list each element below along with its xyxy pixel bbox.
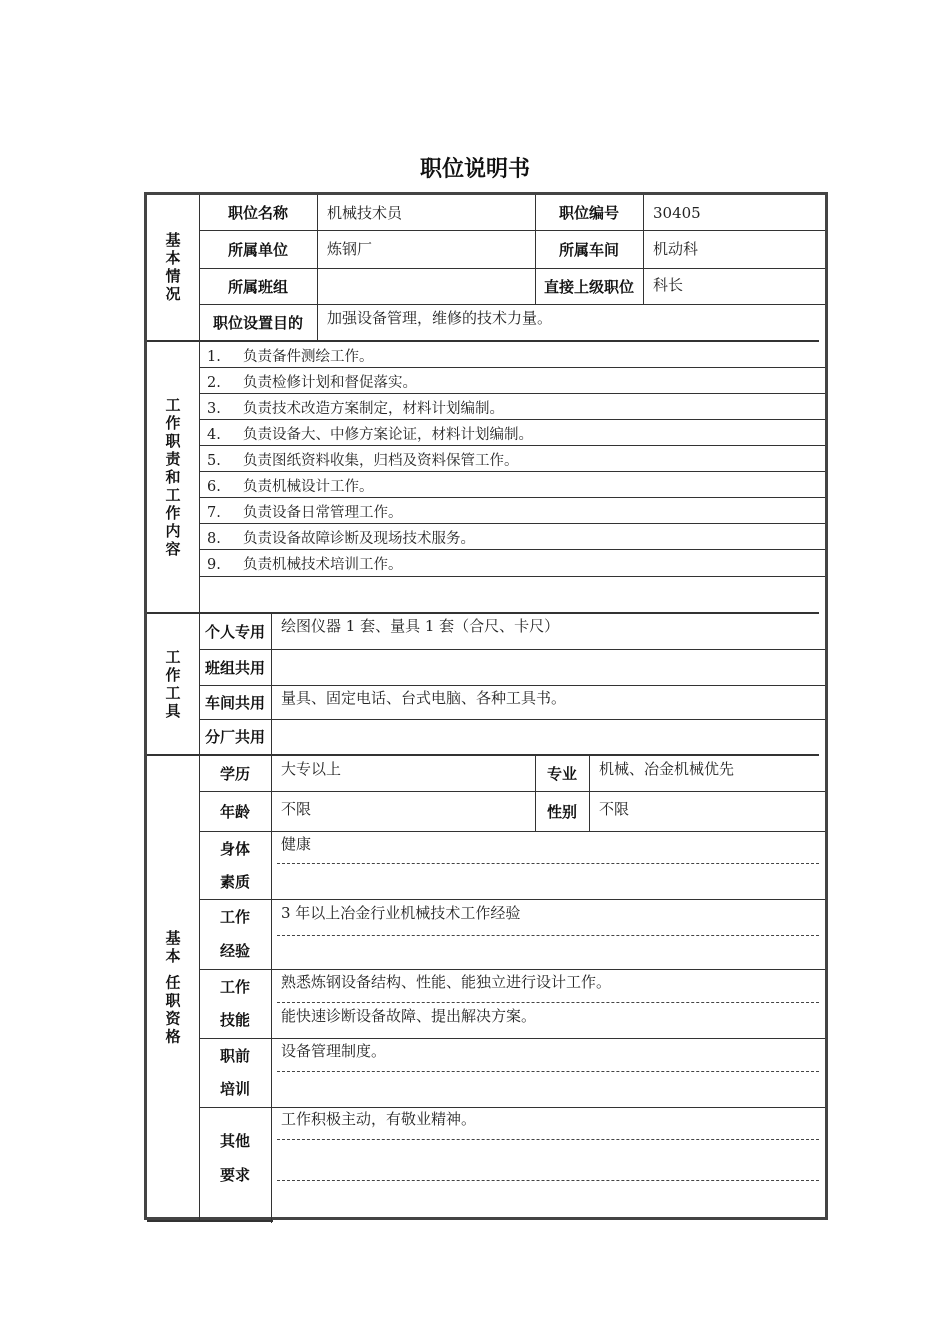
position-name-label: 职位名称	[227, 203, 288, 222]
training-label-1: 职前	[219, 1047, 250, 1065]
health-value: 健康	[281, 835, 312, 853]
skills-label-1: 工作	[219, 978, 250, 996]
superior-value: 科长	[653, 276, 684, 294]
other-value: 工作积极主动，有敬业精神。	[281, 1110, 477, 1128]
experience-label-2: 经验	[219, 942, 250, 960]
training-value: 设备管理制度。	[281, 1042, 387, 1060]
duty-item: 7. 负责设备日常管理工作。	[207, 505, 403, 521]
duty-item: 1. 负责备件测绘工作。	[207, 349, 374, 365]
document-title: 职位说明书	[419, 157, 530, 182]
experience-value: 3 年以上冶金行业机械技术工作经验	[281, 904, 521, 922]
section-qualifications-label: 基本 任职资格	[163, 929, 182, 1047]
education-label: 学历	[219, 764, 250, 783]
tools-workshop-label: 车间共用	[204, 693, 265, 712]
tools-personal-label: 个人专用	[204, 622, 265, 641]
gender-label: 性别	[546, 802, 577, 821]
job-description-table	[144, 192, 828, 1220]
other-label-1: 其他	[219, 1132, 250, 1150]
tools-personal-value: 绘图仪器 1 套、量具 1 套（合尺、卡尺）	[281, 617, 560, 635]
section-qualifications	[147, 756, 200, 1220]
skills-label-2: 技能	[219, 1011, 250, 1029]
training-label-2: 培训	[219, 1080, 250, 1098]
education-value: 大专以上	[281, 760, 342, 778]
gender-value: 不限	[599, 800, 630, 818]
purpose-value: 加强设备管理，维修的技术力量。	[327, 309, 553, 327]
duty-item: 8. 负责设备故障诊断及现场技术服务。	[207, 531, 475, 547]
duty-item: 6. 负责机械设计工作。	[207, 479, 374, 495]
purpose-label: 职位设置目的	[212, 313, 303, 332]
duty-item: 5. 负责图纸资料收集，归档及资料保管工作。	[207, 453, 519, 469]
section-duties-label: 工作职责和工作内容	[163, 396, 182, 559]
section-basic-info	[147, 195, 200, 341]
superior-label: 直接上级职位	[543, 277, 634, 296]
tools-team-label: 班组共用	[204, 658, 265, 677]
major-label: 专业	[546, 764, 577, 783]
experience-label-1: 工作	[219, 908, 250, 926]
health-label-1: 身体	[219, 840, 250, 858]
workshop-label: 所属车间	[558, 240, 619, 259]
age-label: 年龄	[219, 802, 250, 821]
section-tools-label: 工作工具	[163, 648, 182, 721]
tools-factory-label: 分厂共用	[204, 728, 265, 746]
skills-value-1: 熟悉炼钢设备结构、性能、能独立进行设计工作。	[281, 973, 612, 991]
section-basic-label: 基本情况	[163, 232, 182, 304]
duty-item: 2. 负责检修计划和督促落实。	[207, 375, 417, 391]
duty-item: 3. 负责技术改造方案制定，材料计划编制。	[207, 401, 504, 417]
major-value: 机械、冶金机械优先	[599, 760, 735, 778]
unit-value: 炼钢厂	[327, 240, 373, 258]
position-no-value: 30405	[653, 204, 701, 222]
position-name-value: 机械技术员	[327, 204, 403, 222]
workshop-value: 机动科	[653, 240, 699, 258]
tools-workshop-value: 量具、固定电话、台式电脑、各种工具书。	[281, 689, 567, 707]
health-label-2: 素质	[219, 873, 250, 891]
age-value: 不限	[281, 800, 312, 818]
unit-label: 所属单位	[227, 240, 288, 259]
duty-item: 9. 负责机械技术培训工作。	[207, 557, 403, 573]
other-label-2: 要求	[219, 1166, 250, 1184]
duty-item: 4. 负责设备大、中修方案论证，材料计划编制。	[207, 427, 533, 443]
section-duties	[147, 342, 200, 613]
skills-value-2: 能快速诊断设备故障、提出解决方案。	[281, 1007, 537, 1025]
team-label: 所属班组	[227, 277, 288, 296]
position-no-label: 职位编号	[558, 203, 619, 222]
section-tools	[147, 614, 200, 755]
